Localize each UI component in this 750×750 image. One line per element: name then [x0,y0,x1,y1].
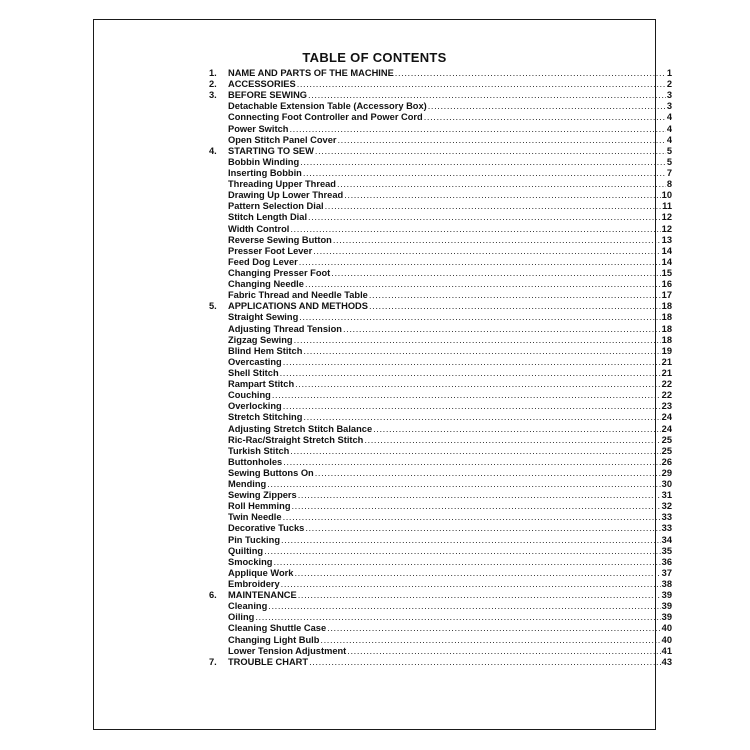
toc-entry-label: Overlocking [228,401,282,412]
toc-subentry [209,346,672,357]
toc-entry-label: Bobbin Winding [228,156,300,167]
toc-entry-label: Applique Work [228,567,294,578]
toc-dot-leader [290,446,660,457]
toc-dot-leader [298,590,661,601]
toc-dot-leader [292,501,661,512]
toc-page-number: 25 [661,445,672,456]
toc-entry-label: Buttonholes [228,456,283,467]
toc-subentry [209,468,672,479]
toc-dot-leader [338,135,666,146]
toc-entry-label: Embroidery [228,579,280,590]
toc-subentry [209,512,672,523]
toc-page-number: 22 [661,390,672,401]
toc-page-number: 2 [666,79,672,90]
toc-entry-label: Adjusting Stretch Stitch Balance [228,423,373,434]
toc-subentry [209,324,672,335]
toc-subentry [209,246,672,257]
toc-section-number: 3. [209,90,217,101]
toc-section-entry [209,146,672,157]
toc-subentry [209,112,672,123]
toc-dot-leader [295,379,661,390]
toc-page-number: 22 [661,379,672,390]
toc-page-number: 39 [661,612,672,623]
toc-dot-leader [373,424,661,435]
toc-page-number: 34 [661,534,672,545]
toc-page-number: 43 [661,656,672,667]
toc-entry-label: Drawing Up Lower Thread [228,190,344,201]
toc-page-number: 33 [661,523,672,534]
toc-entry-label: Rampart Stitch [228,379,295,390]
toc-dot-leader [308,212,661,223]
toc-dot-leader [290,224,660,235]
toc-entry-label: TROUBLE CHART [228,656,309,667]
toc-dot-leader [313,246,660,257]
toc-page-number: 32 [661,501,672,512]
toc-dot-leader [299,312,660,323]
toc-page-number: 18 [661,312,672,323]
toc-subentry [209,124,672,135]
toc-subentry [209,546,672,557]
toc-page-number: 15 [661,267,672,278]
toc-entry-label: Sewing Zippers [228,490,297,501]
toc-page-number: 4 [666,112,672,123]
toc-section-number: 4. [209,145,217,156]
toc-page-number: 12 [661,223,672,234]
toc-entry-label: Lower Tension Adjustment [228,645,347,656]
toc-dot-leader [283,401,661,412]
toc-subentry [209,557,672,568]
toc-entry-label: Cleaning [228,601,268,612]
toc-page-number: 12 [661,212,672,223]
toc-dot-leader [395,68,666,79]
toc-dot-leader [281,579,661,590]
toc-subentry [209,379,672,390]
toc-page-number: 24 [661,423,672,434]
toc-entry-label: Threading Upper Thread [228,179,336,190]
toc-dot-leader [303,412,660,423]
toc-subentry [209,179,672,190]
toc-subentry [209,290,672,301]
toc-entry-label: BEFORE SEWING [228,90,308,101]
toc-subentry [209,212,672,223]
toc-dot-leader [347,646,660,657]
toc-section-number: 7. [209,656,217,667]
toc-subentry [209,201,672,212]
toc-dot-leader [264,546,661,557]
toc-dot-leader [289,124,665,135]
toc-entry-label: Open Stitch Panel Cover [228,134,337,145]
toc-page-number: 4 [666,134,672,145]
toc-dot-leader [281,535,661,546]
toc-entry-label: Changing Light Bulb [228,634,320,645]
toc-entry-label: Twin Needle [228,512,282,523]
toc-subentry [209,235,672,246]
toc-subentry [209,446,672,457]
toc-dot-leader [337,179,666,190]
toc-page-number: 40 [661,634,672,645]
toc-subentry [209,357,672,368]
toc-page-number: 18 [661,334,672,345]
toc-entry-label: Ric-Rac/Straight Stretch Stitch [228,434,364,445]
toc-page-number: 14 [661,256,672,267]
toc-page-number: 31 [661,490,672,501]
toc-page-number: 13 [661,234,672,245]
toc-subentry [209,579,672,590]
toc-dot-leader [369,290,661,301]
toc-entry-label: Fabric Thread and Needle Table [228,290,368,301]
table-of-contents-list [209,68,672,668]
toc-section-entry [209,90,672,101]
toc-dot-leader [303,346,660,357]
toc-entry-label: ACCESSORIES [228,79,296,90]
toc-subentry [209,646,672,657]
toc-dot-leader [369,301,661,312]
toc-entry-label: Connecting Foot Controller and Power Cord [228,112,423,123]
toc-subentry [209,612,672,623]
toc-page-number: 30 [661,479,672,490]
toc-page-number: 5 [666,156,672,167]
toc-dot-leader [294,335,661,346]
toc-page-number: 36 [661,556,672,567]
toc-page-number: 16 [661,279,672,290]
toc-entry-label: Decorative Tucks [228,523,305,534]
toc-entry-label: Smocking [228,556,273,567]
toc-entry-label: Roll Hemming [228,501,291,512]
toc-section-entry [209,590,672,601]
toc-entry-label: Changing Needle [228,279,304,290]
toc-entry-label: Pattern Selection Dial [228,201,324,212]
toc-subentry [209,479,672,490]
toc-dot-leader [364,435,660,446]
toc-section-entry [209,301,672,312]
toc-dot-leader [305,523,660,534]
toc-section-number: 6. [209,590,217,601]
toc-subentry [209,390,672,401]
toc-dot-leader [272,390,661,401]
toc-page-number: 1 [666,68,672,78]
toc-entry-label: Reverse Sewing Button [228,234,332,245]
toc-subentry [209,157,672,168]
toc-entry-label: Detachable Extension Table (Accessory Box) [228,101,427,112]
toc-page-number: 3 [666,90,672,101]
toc-dot-leader [305,279,661,290]
toc-entry-label: Zigzag Sewing [228,334,293,345]
toc-page-number: 7 [666,167,672,178]
toc-subentry [209,568,672,579]
toc-entry-label: Inserting Bobbin [228,167,302,178]
toc-dot-leader [315,146,666,157]
toc-dot-leader [309,657,661,668]
toc-dot-leader [320,635,660,646]
toc-dot-leader [308,90,666,101]
toc-entry-label: STARTING TO SEW [228,145,314,156]
toc-subentry [209,401,672,412]
toc-entry-label: Couching [228,390,271,401]
toc-page-number: 23 [661,401,672,412]
toc-subentry [209,435,672,446]
toc-page-number: 29 [661,467,672,478]
toc-subentry [209,135,672,146]
toc-entry-label: Mending [228,479,267,490]
toc-entry-label: Width Control [228,223,290,234]
toc-section-entry [209,68,672,79]
toc-subentry [209,190,672,201]
toc-entry-label: Presser Foot Lever [228,245,313,256]
toc-dot-leader [300,157,666,168]
toc-subentry [209,635,672,646]
toc-subentry [209,412,672,423]
toc-entry-label: NAME AND PARTS OF THE MACHINE [228,68,394,78]
toc-dot-leader [331,268,660,279]
toc-subentry [209,501,672,512]
toc-entry-label: Blind Hem Stitch [228,345,303,356]
toc-dot-leader [294,568,660,579]
toc-page-number: 25 [661,434,672,445]
toc-dot-leader [273,557,660,568]
toc-entry-label: Pin Tucking [228,534,280,545]
toc-page-number: 11 [662,201,672,212]
toc-entry-label: APPLICATIONS AND METHODS [228,301,368,312]
toc-subentry [209,623,672,634]
toc-subentry [209,268,672,279]
toc-page-number: 14 [661,245,672,256]
toc-page-number: 21 [661,356,672,367]
toc-page-number: 38 [661,579,672,590]
toc-page-number: 17 [661,290,672,301]
toc-dot-leader [268,601,660,612]
toc-entry-label: Changing Presser Foot [228,267,331,278]
toc-subentry [209,523,672,534]
toc-subentry [209,457,672,468]
toc-entry-label: Turkish Stitch [228,445,290,456]
toc-page-number: 41 [661,645,672,656]
toc-entry-label: Overcasting [228,356,282,367]
toc-dot-leader [280,368,661,379]
toc-dot-leader [299,257,661,268]
toc-dot-leader [255,612,660,623]
page-title: TABLE OF CONTENTS [302,50,447,65]
toc-dot-leader [267,479,660,490]
toc-dot-leader [325,201,662,212]
toc-subentry [209,335,672,346]
toc-page-number: 8 [666,179,672,190]
toc-section-number: 1. [209,68,217,78]
toc-subentry [209,368,672,379]
toc-page-number: 4 [666,123,672,134]
toc-entry-label: MAINTENANCE [228,590,297,601]
toc-entry-label: Oiling [228,612,255,623]
toc-entry-label: Feed Dog Lever [228,256,298,267]
toc-entry-label: Power Switch [228,123,289,134]
toc-section-entry [209,657,672,668]
toc-entry-label: Stitch Length Dial [228,212,308,223]
toc-page-number: 39 [661,601,672,612]
toc-dot-leader [283,512,661,523]
toc-subentry [209,279,672,290]
toc-subentry [209,535,672,546]
toc-page-number: 33 [661,512,672,523]
toc-page-number: 39 [661,590,672,601]
toc-subentry [209,312,672,323]
toc-entry-label: Shell Stitch [228,367,279,378]
toc-page-number: 37 [661,567,672,578]
toc-subentry [209,101,672,112]
toc-dot-leader [424,112,666,123]
toc-page-number: 18 [661,301,672,312]
toc-dot-leader [303,168,666,179]
toc-section-entry [209,79,672,90]
toc-section-number: 2. [209,79,217,90]
toc-page-number: 3 [666,101,672,112]
toc-entry-label: Sewing Buttons On [228,467,314,478]
toc-dot-leader [343,324,661,335]
toc-section-number: 5. [209,301,217,312]
toc-dot-leader [297,79,666,90]
toc-dot-leader [333,235,661,246]
toc-page-number: 21 [661,367,672,378]
toc-page-number: 35 [661,545,672,556]
toc-subentry [209,490,672,501]
toc-page-number: 5 [666,145,672,156]
toc-page-number: 40 [661,623,672,634]
toc-dot-leader [298,490,661,501]
toc-entry-label: Cleaning Shuttle Case [228,623,327,634]
toc-dot-leader [428,101,666,112]
toc-page-number: 10 [661,190,672,201]
toc-dot-leader [327,623,661,634]
toc-entry-label: Stretch Stitching [228,412,303,423]
toc-page-number: 19 [661,345,672,356]
toc-entry-label: Quilting [228,545,264,556]
toc-dot-leader [283,357,661,368]
toc-subentry [209,257,672,268]
toc-dot-leader [344,190,660,201]
toc-subentry [209,168,672,179]
toc-page-number: 26 [661,456,672,467]
toc-subentry [209,601,672,612]
toc-dot-leader [315,468,661,479]
document-page [93,19,672,730]
toc-page-number: 24 [661,412,672,423]
toc-page-number: 18 [661,323,672,334]
toc-entry-label: Straight Sewing [228,312,299,323]
toc-subentry [209,424,672,435]
toc-subentry [209,224,672,235]
toc-dot-leader [283,457,660,468]
toc-entry-label: Adjusting Thread Tension [228,323,342,334]
